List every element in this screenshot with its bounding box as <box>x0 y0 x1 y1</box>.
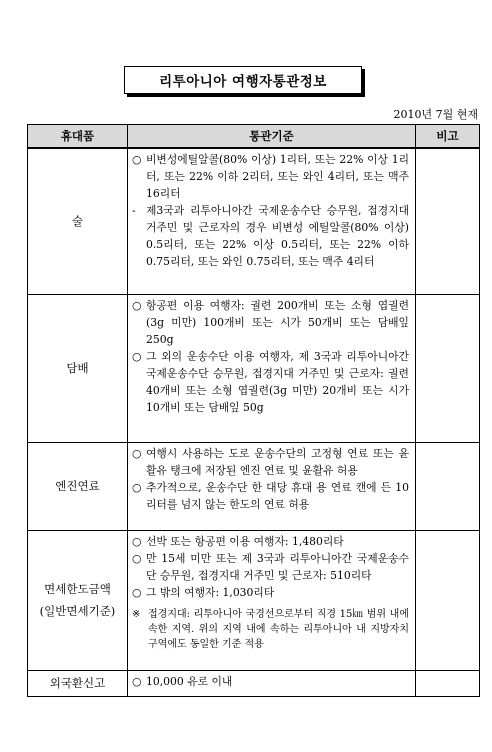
list-item <box>132 348 409 416</box>
header-note: 비고 <box>416 125 480 149</box>
bullet-mark: ○ <box>132 674 142 688</box>
bullet-mark: ○ <box>132 551 142 565</box>
table-header-row <box>28 125 480 149</box>
remark-cell <box>416 442 480 530</box>
category-cell: 술 <box>28 148 128 294</box>
item-text: 추가적으로, 운송수단 한 대당 휴대 용 연료 캔에 든 10리터를 넘지 않는 한도의 연료 허용 <box>146 480 409 511</box>
item-text: 여행시 사용하는 도로 운송수단의 고정형 연료 또는 윤활유 탱크에 저장된 엔진 연료 및 윤활유 허용 <box>146 446 409 477</box>
remark-cell <box>416 148 480 294</box>
header-standard: 통관기준 <box>128 125 416 149</box>
list-item <box>132 584 409 601</box>
category-cell: 담배 <box>28 294 128 442</box>
item-text: 10,000 유로 이내 <box>146 674 233 688</box>
item-text: 그 외의 운송수단 이용 여행자, 제 3국과 리투아니아간 국제운송수단 승무원, 접경지대 거주민 및 근로자: 궐련 40개비 또는 소형 엽궐련(3g 미만) 20개비 또는 시가 10개비 또는 담배잎 50g <box>146 349 409 414</box>
item-text: 제3국과 리투아니아간 국제운송수단 승무원, 접경지대 거주민 및 근로자의 경우 비변성 에틸알콜(80% 이상) 0.5리터, 또는 22% 이상 0.5리터, 또는 22% 이하 0.75리터, 또는 와인 0.75리터, 또는 맥주 4리터 <box>146 204 409 268</box>
bullet-mark: ○ <box>132 446 142 460</box>
category-cell: 외국환신고 <box>28 670 128 696</box>
customs-table <box>27 124 480 697</box>
bullet-mark: - <box>132 204 136 217</box>
item-text: 만 15세 미만 또는 제 3국과 리투아니아간 국제운송수단 승무원, 접경지대 거주민 및 근로자: 510리타 <box>146 551 409 582</box>
list-item <box>132 151 409 202</box>
category-cell: 면세한도금액 (일반면세기준) <box>28 530 128 670</box>
table-row <box>28 294 480 442</box>
page-title <box>124 66 362 94</box>
standard-cell <box>128 148 416 294</box>
table-row <box>28 530 480 670</box>
table-row <box>28 442 480 530</box>
item-text: 선박 또는 항공편 이용 여행자: 1,480리타 <box>146 534 344 548</box>
bullet-mark: ○ <box>132 534 142 548</box>
note-text: 접경지대: 리투아니아 국경선으로부터 직경 15㎞ 범위 내에 속한 지역. 위의 지역 내에 속하는 리투아니아 내 지방자치 구역에도 동일한 기준 적용 <box>148 608 409 650</box>
item-text: 항공편 이용 여행자: 궐련 200개비 또는 소형 엽궐련(3g 미만) 100개비 또는 시가 50개비 또는 담배잎 250g <box>146 298 409 346</box>
bullet-mark: ○ <box>132 153 142 166</box>
list-item <box>132 550 409 584</box>
list-item <box>132 202 409 270</box>
list-item <box>132 533 409 550</box>
item-text: 그 밖의 여행자: 1,030리타 <box>146 585 275 599</box>
bullet-mark: ○ <box>132 480 142 494</box>
category-cell: 엔진연료 <box>28 442 128 530</box>
title-text: 리투아니아 여행자통관정보 <box>159 74 327 90</box>
header-item: 휴대품 <box>28 125 128 149</box>
bullet-mark: ○ <box>132 298 142 312</box>
list-item <box>132 297 409 348</box>
standard-cell <box>128 530 416 670</box>
bullet-mark: ○ <box>132 349 142 363</box>
remark-cell <box>416 530 480 670</box>
table-row <box>28 670 480 696</box>
remark-cell <box>416 670 480 696</box>
list-item <box>132 445 409 479</box>
bullet-mark: ○ <box>132 585 142 599</box>
list-item <box>132 673 409 690</box>
note-item <box>132 607 409 652</box>
standard-cell <box>128 294 416 442</box>
standard-cell <box>128 442 416 530</box>
item-text: 비변성에틸알콜(80% 이상) 1리터, 또는 22% 이상 1리터, 또는 22% 이하 2리터, 또는 와인 4리터, 또는 맥주 16리터 <box>146 153 409 200</box>
table-row <box>28 148 480 294</box>
date-label: 2010년 7월 현재 <box>393 108 478 121</box>
standard-cell <box>128 670 416 696</box>
note-mark: ※ <box>132 608 141 620</box>
remark-cell <box>416 294 480 442</box>
list-item <box>132 479 409 513</box>
